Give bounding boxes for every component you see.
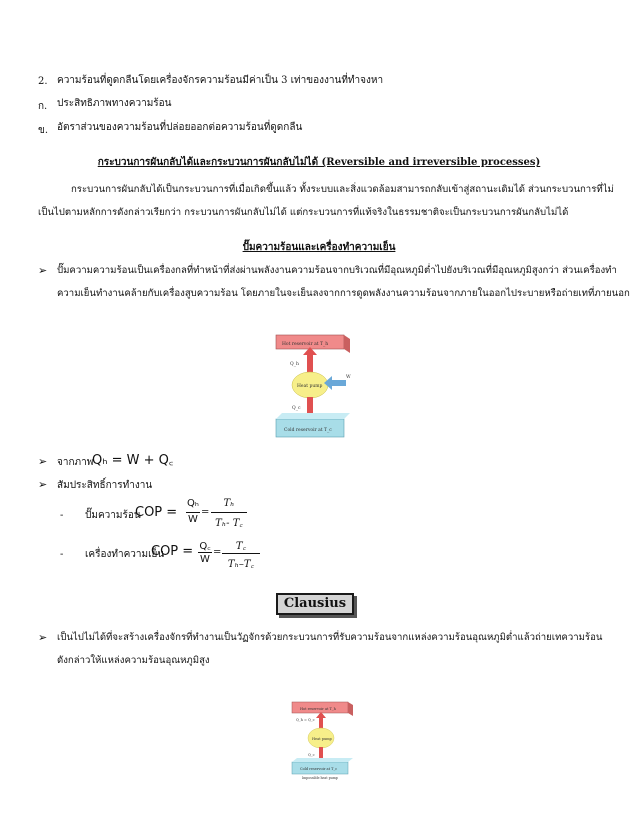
fraction-denominator: Tₕ- T꜀ <box>215 518 243 529</box>
fraction-denominator: Tₕ–T꜀ <box>227 559 255 570</box>
coefficient-text: สัมประสิทธิ์การทำงาน <box>57 480 153 491</box>
dash: - <box>60 510 64 521</box>
paragraph-line: เป็นไปตามหลักการดังกล่าวเรียกว่า กระบวนการผันกลับไม่ได้ แต่กระบวนการที่แท้จริงในธรรมชาติจะเป็นกระบวนการผันกลับไม่ได้ <box>38 207 569 218</box>
impossible-heat-pump-diagram <box>284 700 364 782</box>
item-number: ข. <box>38 125 49 136</box>
fraction-numerator: T꜀ <box>235 541 247 552</box>
arrow-bullet-icon: ➢ <box>38 478 48 491</box>
item-number: 2. <box>38 76 48 87</box>
bullet-text: ปั๊มความความร้อนเป็นเครื่องกลที่ทำหน้าที่ส่งผ่านพลังงานความร้อนจากบริเวณที่มีอุณหภูมิต่ำไปยังบริเวณที่มีอุณหภูมิสูงกว่า ส่วนเครื่องทำ <box>57 265 617 276</box>
qc-label: Q_c <box>308 753 315 757</box>
cold-reservoir-top <box>292 758 353 762</box>
heat-pump-diagram <box>262 333 362 443</box>
cop-label: COP = <box>151 544 194 559</box>
item-number: ก. <box>38 101 48 112</box>
dash: - <box>60 549 64 560</box>
fraction-numerator: Tₕ <box>223 498 235 509</box>
qc-label: Q_c <box>292 406 301 411</box>
equals-sign: = <box>213 547 222 558</box>
bullet-text: ความเย็นทำงานคล้ายกับเครื่องสูบความร้อน โดยภายในจะเย็นลงจากการดูดพลังงานความร้อนจากภายในออกไประบายหรือถ่ายเทที่ภายนอก <box>57 288 630 299</box>
qh-equals-qc-label: Q_h = Q_c <box>296 718 315 722</box>
item-text: ความร้อนที่ดูดกลืนโดยเครื่องจักรความร้อนมีค่าเป็น 3 เท่าของงานที่ทำจงหา <box>57 75 384 86</box>
bullet-text: เป็นไปไม่ได้ที่จะสร้างเครื่องจักรที่ทำงานเป็นวัฏจักรด้วยกระบวนการที่รับความร้อนจากแหล่งความร้อนอุณหภูมิต่ำแล้วถ่ายเทความร้อน <box>57 632 603 643</box>
arrow-bullet-icon: ➢ <box>38 264 48 277</box>
clausius-title: Clausius <box>276 593 354 615</box>
fraction-numerator: Q꜀ <box>199 541 211 552</box>
paragraph-line: กระบวนการผันกลับได้เป็นกระบวนการที่เมื่อเกิดขึ้นแล้ว ทั้งระบบและสิ่งแวดล้อมสามารถกลับเข้าสู่สถานะเดิมได้ ส่วนกระบวนการที่ไม่ <box>71 184 614 195</box>
diagram-caption: Impossible heat pump <box>302 776 338 780</box>
work-label: W <box>346 375 351 380</box>
fraction-bar <box>211 512 247 513</box>
bullet-text: ดังกล่าวให้แหล่งความร้อนอุณหภูมิสูง <box>57 655 210 666</box>
item-text: ประสิทธิภาพทางความร้อน <box>57 98 172 109</box>
energy-equation: Qₕ = W + Q꜀ <box>92 453 174 468</box>
equals-sign: = <box>201 507 210 518</box>
refrigerator-text: เครื่องทำความเย็น <box>85 549 165 560</box>
section-heading-heat-pump: ปั๊มความร้อนและเครื่องทำความเย็น <box>242 242 396 253</box>
work-arrow <box>330 380 346 386</box>
fraction-bar <box>186 512 200 513</box>
heat-pump-label: Heat pump <box>297 384 323 389</box>
fraction-denominator: W <box>200 554 210 565</box>
hot-reservoir-label: Hot reservoir at T_h <box>300 707 336 711</box>
hot-reservoir-label: Hot reservoir at T_h <box>282 342 329 347</box>
heat-pump-label: Heat pump <box>312 737 332 741</box>
cold-reservoir-label: Cold reservoir at T_c <box>284 428 332 433</box>
hot-reservoir-side <box>344 335 350 353</box>
fraction-bar <box>222 553 260 554</box>
qh-label: Q_h <box>290 362 299 367</box>
fraction-denominator: W <box>188 514 198 525</box>
section-heading-reversible: กระบวนการผันกลับได้และกระบวนการผันกลับไม่ได้ (Reversible and irreversible processes) <box>97 157 541 168</box>
cold-reservoir-top <box>276 413 350 419</box>
heat-pump-text: ปั๊มความร้อน <box>85 510 141 521</box>
arrow-bullet-icon: ➢ <box>38 631 48 644</box>
from-figure-text: จากภาพ <box>57 457 94 468</box>
arrow-bullet-icon: ➢ <box>38 455 48 468</box>
fraction-numerator: Qₕ <box>187 498 199 509</box>
cold-reservoir-label: Cold reservoir at T_c <box>300 767 338 771</box>
fraction-bar <box>198 552 212 553</box>
cop-label: COP = <box>135 505 178 520</box>
item-text: อัตราส่วนของความร้อนที่ปล่อยออกต่อความร้อนที่ดูดกลืน <box>57 122 303 133</box>
hot-reservoir-side <box>348 702 353 716</box>
